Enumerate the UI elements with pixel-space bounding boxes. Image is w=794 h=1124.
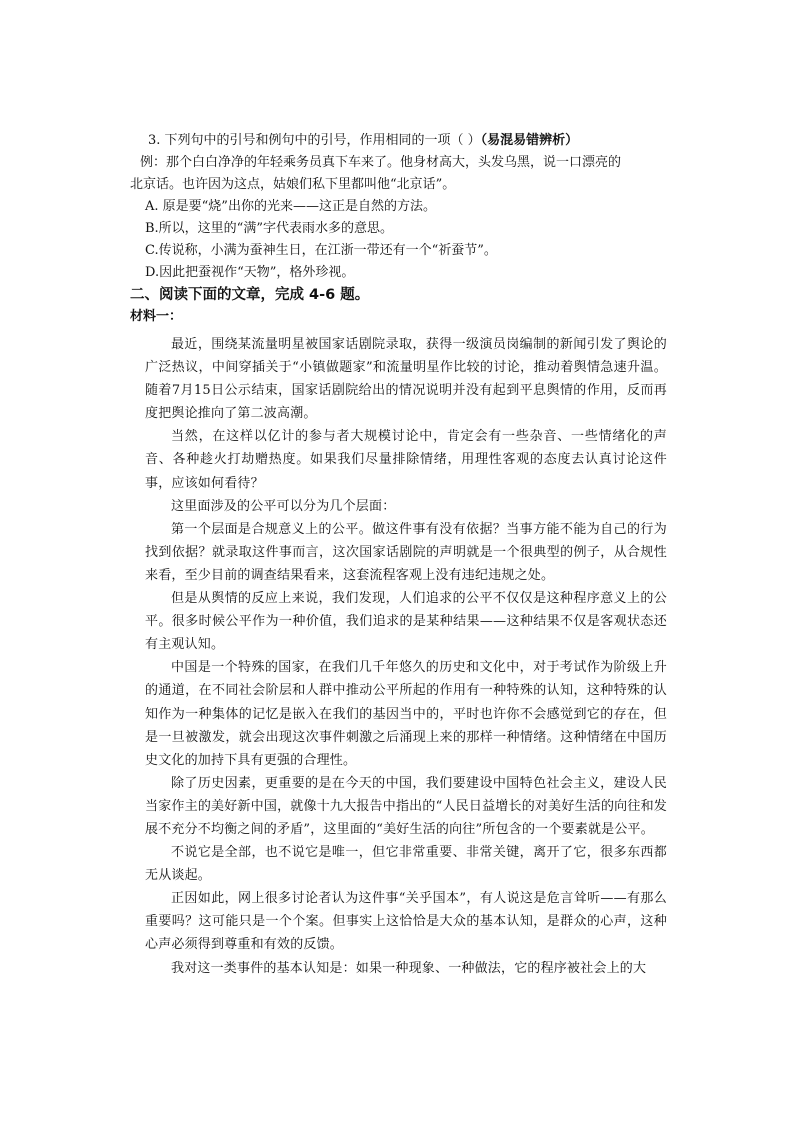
option-b: B.所以，这里的“满”字代表雨水多的意思。 [145, 221, 393, 236]
article-paragraph-5: 但是从舆情的反应上来说，我们发现，人们追求的公平不仅仅是这种程序意义上的公平。很多时候公平作为一种价值，我们追求的是某种结果——这种结果不仅是客观状态还有主观认知。 [145, 591, 667, 653]
article-paragraph-1: 最近，围绕某流量明星被国家话剧院录取，获得一级演员岗编制的新闻引发了舆论的广泛热议，中间穿插关于“小镇做题家”和流量明星作比较的讨论，推动着舆情急速升温。随着7月15日公示结束，国家话剧院给出的情况说明并没有起到平息舆情的作用，反而再度把舆论推向了第二波高潮。 [145, 337, 667, 422]
option-c: C.传说称，小满为蚕神生日，在江浙一带还有一个“祈蚕节”。 [145, 243, 497, 258]
article-paragraph-7: 除了历史因素，更重要的是在今天的中国，我们要建设中国特色社会主义，建设人民当家作主的美好新中国，就像十九大报告中指出的“人民日益增长的对美好生活的向往和发展不充分不均衡之间的矛盾”，这里面的“美好生活的向往”所包含的一个要素就是公平。 [145, 775, 667, 837]
material-label: 材料一： [130, 309, 183, 324]
article-paragraph-8: 不说它是全部，也不说它是唯一，但它非常重要、非常关键，离开了它，很多东西都无从谈起。 [145, 845, 667, 884]
article-paragraph-6: 中国是一个特殊的国家，在我们几千年悠久的历史和文化中，对于考试作为阶级上升的通道，在不同社会阶层和人群中推动公平所起的作用有一种特殊的认知，这种特殊的认知作为一种集体的记忆是嵌入在我们的基因当中的，平时也许你不会感觉到它的存在，但是一旦被激发，就会出现这次事件刺激之后涌现上来的那样一种情绪。这种情绪在中国历史文化的加持下具有更强的合理性。 [145, 660, 667, 768]
option-a: A. 原是要“烧”出你的光来——这正是自然的方法。 [145, 199, 436, 214]
article-paragraph-4: 第一个层面是合规意义上的公平。做这件事有没有依据？当事方能不能为自己的行为找到依据？就录取这件事而言，这次国家话剧院的声明就是一个很典型的例子，从合规性来看，至少目前的调查结果看来，这套流程客观上没有违纪违规之处。 [145, 521, 667, 583]
article-paragraph-2: 当然，在这样以亿计的参与者大规模讨论中，肯定会有一些杂音、一些情绪化的声音、各种趁火打劫赠热度。如果我们尽量排除情绪，用理性客观的态度去认真讨论这件事，应该如何看待？ [145, 429, 667, 491]
article-body [145, 333, 667, 980]
article-paragraph-9: 正因如此，网上很多讨论者认为这件事“关乎国本”，有人说这是危言耸听——有那么重要吗？这可能只是一个个案。但事实上这恰恰是大众的基本认知，是群众的心声，这种心声必须得到尊重和有效的反馈。 [145, 891, 667, 953]
article-paragraph-10: 我对这一类事件的基本认知是：如果一种现象、一种做法，它的程序被社会上的大 [171, 960, 647, 976]
question-3-stem [148, 130, 578, 152]
question-3-tag: （易混易错辨析） [480, 133, 579, 148]
option-d: D.因此把蚕视作“天物”，格外珍视。 [145, 265, 355, 280]
question-3-stem-text: 3. 下列句中的引号和例句中的引号，作用相同的一项（ ） [148, 133, 481, 148]
section-2-heading: 二、阅读下面的文章，完成 4-6 题。 [130, 287, 370, 303]
article-paragraph-3: 这里面涉及的公平可以分为几个层面： [171, 498, 396, 514]
question-3-example-line1: 例：那个白白净净的年轻乘务员真下车来了。他身材高大，头发乌黑，说一口漂亮的 [140, 155, 622, 170]
question-3-example-line2: 北京话。也许因为这点，姑娘们私下里都叫他“北京话”。 [130, 177, 456, 192]
